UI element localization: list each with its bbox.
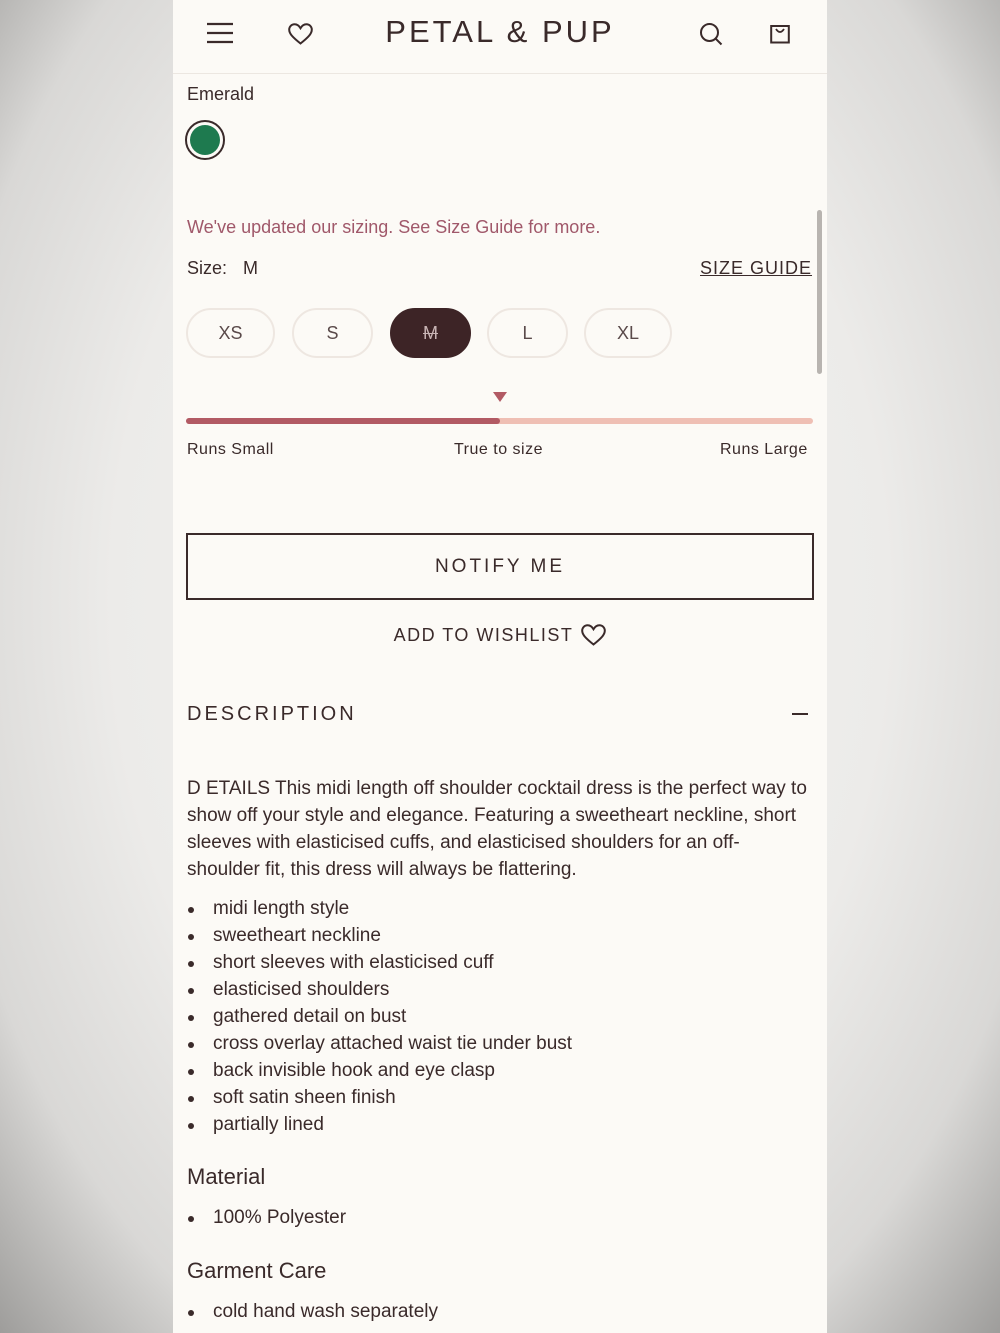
list-item: partially lined — [187, 1111, 572, 1138]
fit-label-large: Runs Large — [720, 441, 808, 458]
list-item: back invisible hook and eye clasp — [187, 1057, 572, 1084]
list-item: midi length style — [187, 895, 572, 922]
shopping-bag-icon[interactable] — [770, 24, 790, 44]
size-label — [187, 258, 258, 279]
list-item: soft satin sheen finish — [187, 1084, 572, 1111]
product-page — [173, 0, 827, 1333]
heart-icon — [581, 624, 606, 646]
sizing-notice: We've updated our sizing. See Size Guide for more. — [187, 217, 601, 237]
scrollbar[interactable] — [817, 210, 822, 374]
care-list — [187, 1298, 438, 1325]
brand-logo[interactable]: PETAL & PUP — [385, 14, 615, 49]
material-heading: Material — [187, 1164, 266, 1189]
fit-label-true: True to size — [454, 441, 543, 458]
material-list — [187, 1204, 346, 1231]
list-item: sweetheart neckline — [187, 922, 572, 949]
list-item: elasticised shoulders — [187, 976, 572, 1003]
fit-scale-track — [186, 418, 813, 424]
size-label-text: Size: — [187, 258, 228, 278]
site-header — [173, 0, 827, 74]
description-heading[interactable]: DESCRIPTION — [187, 703, 357, 725]
size-option-s[interactable]: S — [292, 308, 373, 358]
size-option-m[interactable]: M — [390, 308, 471, 358]
list-item: gathered detail on bust — [187, 1003, 572, 1030]
size-guide-link[interactable]: SIZE GUIDE — [700, 258, 813, 278]
description-paragraph: D ETAILS This midi length off shoulder cocktail dress is the perfect way to show off your style and elegance. Featuring a sweetheart neckline, short sleeves with elasticised cuffs, and elasticised shoulders for an off-shoulder fit, this dress will always be flattering. — [187, 778, 807, 880]
fit-marker-icon — [493, 392, 507, 402]
fit-scale-fill — [186, 418, 500, 424]
details-list — [187, 895, 572, 1138]
list-item: short sleeves with elasticised cuff — [187, 949, 572, 976]
size-option-xl[interactable]: XL — [584, 308, 672, 358]
color-label: Emerald — [187, 84, 255, 104]
color-swatch-emerald[interactable] — [185, 120, 225, 160]
size-option-xs[interactable]: XS — [186, 308, 275, 358]
fit-label-small: Runs Small — [187, 441, 274, 458]
search-icon[interactable] — [699, 22, 723, 46]
wishlist-label: ADD TO WISHLIST — [393, 624, 574, 645]
size-option-l[interactable]: L — [487, 308, 568, 358]
list-item: cross overlay attached waist tie under bust — [187, 1030, 572, 1057]
add-to-wishlist-button[interactable] — [173, 620, 827, 650]
notify-me-button[interactable]: NOTIFY ME — [186, 533, 814, 600]
list-item: cold hand wash separately — [187, 1298, 438, 1325]
list-item: 100% Polyester — [187, 1204, 346, 1231]
selected-size-value: M — [243, 258, 259, 278]
garment-care-heading: Garment Care — [187, 1258, 327, 1283]
swatch-fill — [190, 125, 220, 155]
collapse-minus-icon[interactable] — [792, 713, 808, 715]
